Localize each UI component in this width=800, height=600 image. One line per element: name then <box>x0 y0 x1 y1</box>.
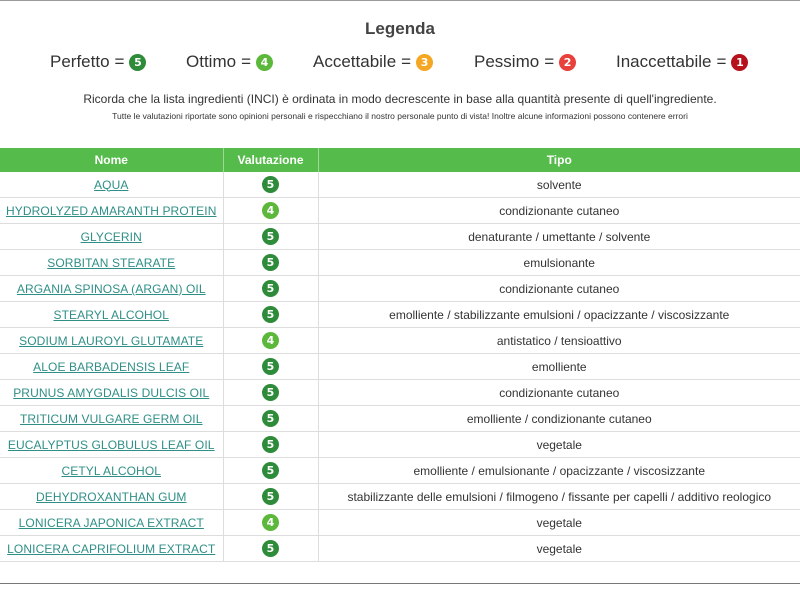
ingredient-type-cell: emolliente / stabilizzante emulsioni / opacizzante / viscosizzante <box>318 302 800 328</box>
ingredient-link[interactable]: HYDROLYZED AMARANTH PROTEIN <box>5 203 217 218</box>
legend-equals: = <box>241 52 251 71</box>
ingredient-link[interactable]: ALOE BARBADENSIS LEAF <box>33 359 190 374</box>
rating-badge: 5 <box>262 358 279 375</box>
ingredient-type-cell: condizionante cutaneo <box>318 380 800 406</box>
bottom-divider <box>0 583 800 584</box>
rating-cell <box>223 484 318 510</box>
table-row <box>0 224 800 250</box>
ingredient-type-cell: vegetale <box>318 536 800 562</box>
column-header-tipo: Tipo <box>318 148 800 172</box>
inci-order-note: Ricorda che la lista ingredienti (INCI) è ordinata in modo decrescente in base alla quantità presente di quell'ingrediente. <box>83 92 717 106</box>
rating-badge: 5 <box>262 488 279 505</box>
ingredient-type-cell: stabilizzante delle emulsioni / filmogeno / fissante per capelli / additivo reologico <box>318 484 800 510</box>
ingredient-name-cell <box>0 276 223 302</box>
ingredient-link[interactable]: DEHYDROXANTHAN GUM <box>36 489 187 504</box>
ingredient-link[interactable]: SORBITAN STEARATE <box>47 255 176 270</box>
ingredient-link[interactable]: LONICERA CAPRIFOLIUM EXTRACT <box>7 541 216 556</box>
ingredient-name-cell <box>0 198 223 224</box>
ingredient-type-cell: solvente <box>318 172 800 198</box>
rating-cell <box>223 302 318 328</box>
rating-badge: 4 <box>256 54 273 71</box>
table-row <box>0 250 800 276</box>
legend-label: Accettabile <box>313 52 397 71</box>
table-header-row <box>0 148 800 172</box>
rating-cell <box>223 432 318 458</box>
rating-cell <box>223 328 318 354</box>
ingredient-name-cell <box>0 224 223 250</box>
ingredient-type-cell: emolliente / condizionante cutaneo <box>318 406 800 432</box>
rating-badge: 5 <box>262 176 279 193</box>
rating-badge: 1 <box>731 54 748 71</box>
ingredients-table <box>0 148 800 562</box>
table-row <box>0 276 800 302</box>
legend-title: Legenda <box>365 19 435 38</box>
ingredient-type-cell: vegetale <box>318 432 800 458</box>
table-row <box>0 328 800 354</box>
legend-equals: = <box>114 52 125 71</box>
legend-item-inaccettabile <box>616 52 748 72</box>
ingredient-type-cell: emolliente / emulsionante / opacizzante / viscosizzante <box>318 458 800 484</box>
ingredient-link[interactable]: TRITICUM VULGARE GERM OIL <box>19 411 203 426</box>
ingredient-name-cell <box>0 250 223 276</box>
ingredient-type-cell: condizionante cutaneo <box>318 198 800 224</box>
ingredient-link[interactable]: GLYCERIN <box>80 229 142 244</box>
ingredient-name-cell <box>0 406 223 432</box>
ingredient-link[interactable]: STEARYL ALCOHOL <box>53 307 170 322</box>
ingredient-type-cell: denaturante / umettante / solvente <box>318 224 800 250</box>
ingredient-type-cell: antistatico / tensioattivo <box>318 328 800 354</box>
ingredient-type-cell: condizionante cutaneo <box>318 276 800 302</box>
legend-item-perfetto <box>50 52 146 72</box>
table-row <box>0 406 800 432</box>
rating-cell <box>223 354 318 380</box>
rating-cell <box>223 198 318 224</box>
legend-equals: = <box>716 52 727 71</box>
legend-item-pessimo <box>474 52 576 72</box>
ingredient-name-cell <box>0 328 223 354</box>
table-row <box>0 510 800 536</box>
ingredient-name-cell <box>0 432 223 458</box>
rating-badge: 5 <box>262 280 279 297</box>
rating-badge: 5 <box>262 384 279 401</box>
ingredient-name-cell <box>0 510 223 536</box>
ingredient-type-cell: emulsionante <box>318 250 800 276</box>
legend-equals: = <box>401 52 412 71</box>
ingredient-name-cell <box>0 484 223 510</box>
legend-label: Perfetto <box>50 52 110 71</box>
table-row <box>0 198 800 224</box>
rating-badge: 5 <box>262 436 279 453</box>
rating-cell <box>223 250 318 276</box>
legend-label: Pessimo <box>474 52 540 71</box>
rating-badge: 5 <box>262 462 279 479</box>
ingredient-link[interactable]: PRUNUS AMYGDALIS DULCIS OIL <box>13 385 210 400</box>
rating-cell <box>223 406 318 432</box>
table-row <box>0 354 800 380</box>
legend-item-accettabile <box>313 52 433 72</box>
rating-badge: 4 <box>262 514 279 531</box>
legend-row <box>0 52 800 76</box>
rating-badge: 5 <box>262 306 279 323</box>
table-row <box>0 432 800 458</box>
legend-equals: = <box>544 52 555 71</box>
ingredient-name-cell <box>0 302 223 328</box>
ingredient-link[interactable]: CETYL ALCOHOL <box>61 463 162 478</box>
rating-cell <box>223 458 318 484</box>
rating-cell <box>223 172 318 198</box>
ingredient-link[interactable]: ARGANIA SPINOSA (ARGAN) OIL <box>16 281 206 296</box>
rating-cell <box>223 380 318 406</box>
top-divider <box>0 0 800 1</box>
rating-badge: 4 <box>262 202 279 219</box>
rating-cell <box>223 276 318 302</box>
ingredient-name-cell <box>0 458 223 484</box>
ingredient-name-cell <box>0 536 223 562</box>
legend-item-ottimo <box>186 52 273 72</box>
rating-cell <box>223 536 318 562</box>
rating-badge: 5 <box>262 228 279 245</box>
rating-badge: 3 <box>416 54 433 71</box>
table-row <box>0 458 800 484</box>
rating-cell <box>223 224 318 250</box>
rating-badge: 2 <box>559 54 576 71</box>
rating-badge: 5 <box>262 410 279 427</box>
column-header-nome: Nome <box>0 148 223 172</box>
ingredient-link[interactable]: LONICERA JAPONICA EXTRACT <box>18 515 204 530</box>
rating-badge: 5 <box>129 54 146 71</box>
ingredient-link[interactable]: AQUA <box>94 177 129 192</box>
legend-label: Ottimo <box>186 52 237 71</box>
ingredient-name-cell <box>0 380 223 406</box>
ingredient-link[interactable]: EUCALYPTUS GLOBULUS LEAF OIL <box>7 437 215 452</box>
ingredient-type-cell: vegetale <box>318 510 800 536</box>
table-row <box>0 172 800 198</box>
disclaimer-note: Tutte le valutazioni riportate sono opinioni personali e rispecchiano il nostro personale punto di vista! Inoltre alcune informazioni possono contenere errori <box>112 111 688 121</box>
ingredient-name-cell <box>0 354 223 380</box>
ingredient-link[interactable]: SODIUM LAUROYL GLUTAMATE <box>19 333 204 348</box>
table-row <box>0 484 800 510</box>
column-header-valutazione: Valutazione <box>223 148 318 172</box>
legend-label: Inaccettabile <box>616 52 712 71</box>
table-row <box>0 302 800 328</box>
table-row <box>0 536 800 562</box>
ingredient-type-cell: emolliente <box>318 354 800 380</box>
rating-badge: 5 <box>262 254 279 271</box>
rating-badge: 5 <box>262 540 279 557</box>
rating-badge: 4 <box>262 332 279 349</box>
ingredient-name-cell <box>0 172 223 198</box>
table-row <box>0 380 800 406</box>
rating-cell <box>223 510 318 536</box>
